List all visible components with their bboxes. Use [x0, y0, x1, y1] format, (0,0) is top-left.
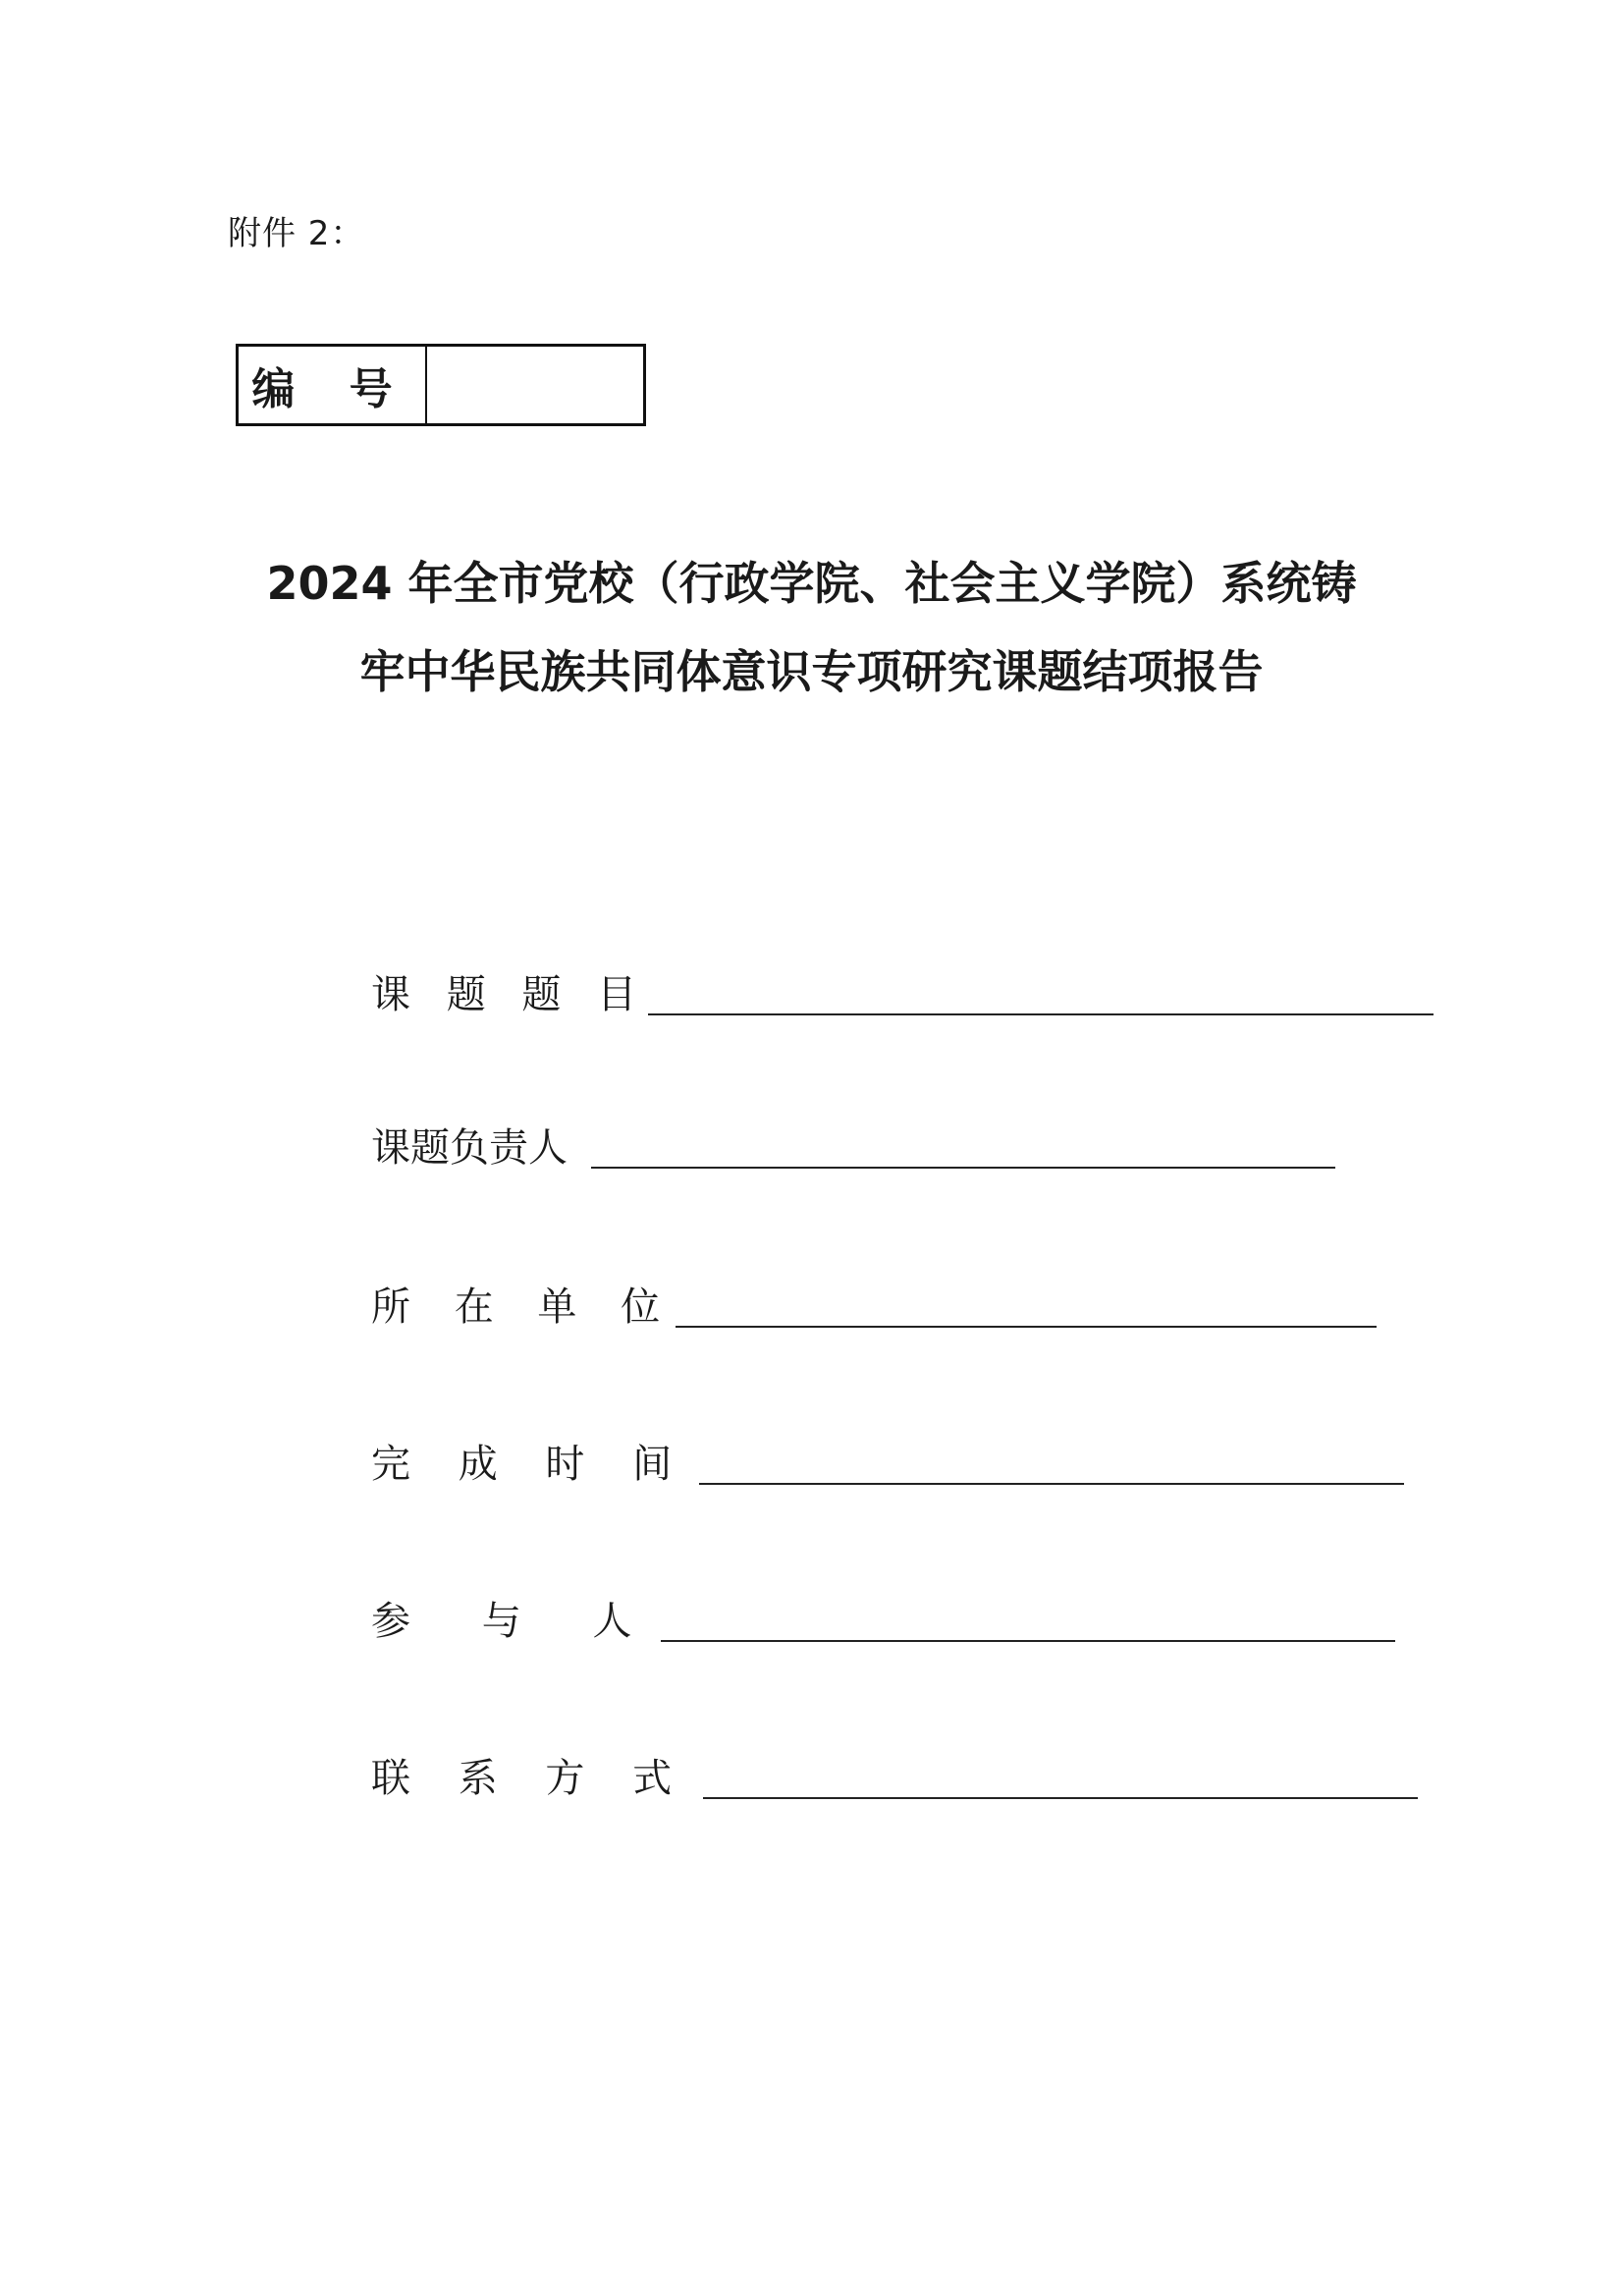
- field-label: 完 成 时 间: [371, 1442, 690, 1487]
- number-box: [236, 344, 646, 426]
- field-input-line[interactable]: [699, 1482, 1404, 1485]
- field-contact: [371, 1744, 1418, 1803]
- field-input-line[interactable]: [648, 1012, 1434, 1015]
- attachment-label: 附件 2：: [228, 214, 365, 253]
- field-input-line[interactable]: [591, 1166, 1335, 1169]
- field-input-line[interactable]: [676, 1325, 1377, 1328]
- field-input-line[interactable]: [661, 1639, 1395, 1642]
- field-input-line[interactable]: [703, 1796, 1418, 1799]
- field-participants: [371, 1587, 1395, 1646]
- report-title-line-1: 2024 年全市党校（行政学院、社会主义学院）系统铸: [266, 557, 1357, 610]
- field-label: 课 题 题 目: [371, 972, 649, 1017]
- report-title-line-2: 牢中华民族共同体意识专项研究课题结项报告: [359, 645, 1264, 698]
- field-project-leader: [371, 1114, 1335, 1173]
- field-label: 所 在 单 位: [371, 1285, 676, 1330]
- field-organization: [371, 1273, 1377, 1332]
- field-label: 联 系 方 式: [371, 1756, 690, 1801]
- number-value-field[interactable]: [427, 347, 643, 423]
- field-topic-title: [371, 960, 1434, 1019]
- field-label: 参 与 人: [371, 1599, 662, 1644]
- field-label: 课题负责人: [371, 1125, 568, 1171]
- field-completion-time: [371, 1430, 1404, 1489]
- number-label: 编 号: [239, 347, 427, 423]
